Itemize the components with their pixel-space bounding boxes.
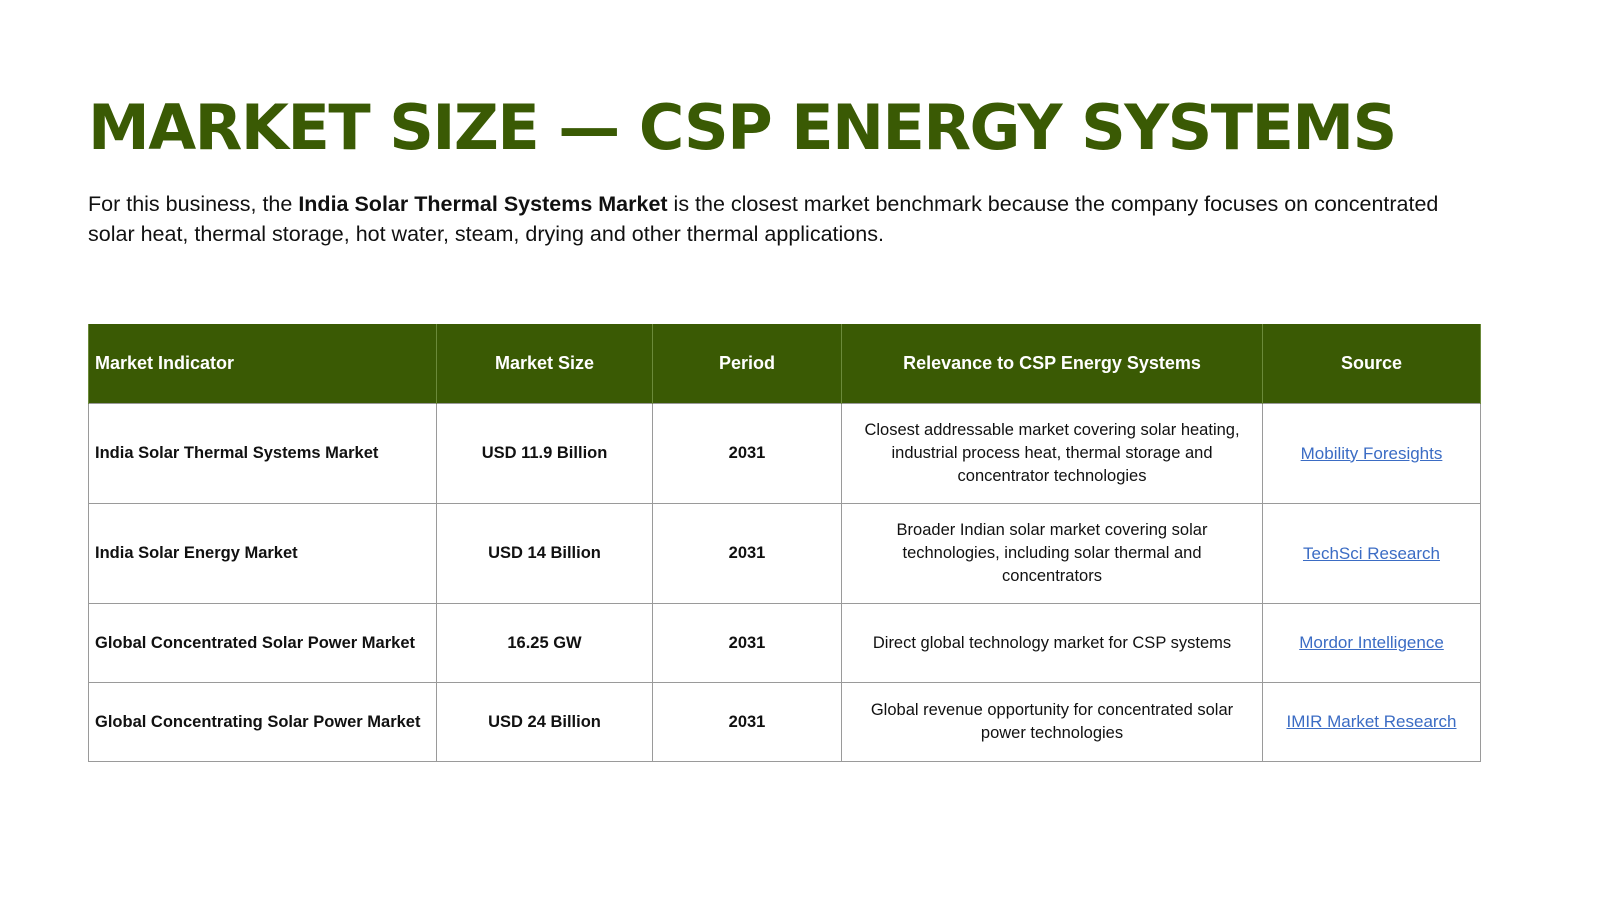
cell-source: [1263, 683, 1481, 762]
cell-market-size: USD 24 Billion: [437, 683, 653, 762]
cell-relevance: Closest addressable market covering solar heating, industrial process heat, thermal storage and concentrator technologies: [842, 404, 1263, 504]
table-row: [89, 404, 1481, 504]
header-market-indicator: Market Indicator: [89, 324, 437, 404]
cell-source: [1263, 504, 1481, 604]
cell-market-size: USD 11.9 Billion: [437, 404, 653, 504]
cell-indicator: India Solar Thermal Systems Market: [89, 404, 437, 504]
intro-text-after: is the closest market benchmark because the company focuses on concentrated solar heat, thermal storage, hot water, steam, drying and other thermal applications.: [88, 192, 1439, 246]
intro-text-bold: India Solar Thermal Systems Market: [298, 192, 668, 216]
source-link[interactable]: Mobility Foresights: [1300, 443, 1443, 463]
table-header-row: [89, 324, 1481, 404]
cell-indicator: India Solar Energy Market: [89, 504, 437, 604]
table-row: [89, 504, 1481, 604]
intro-text-before: For this business, the: [88, 192, 299, 216]
cell-period: 2031: [653, 604, 842, 683]
source-link[interactable]: IMIR Market Research: [1286, 712, 1457, 731]
cell-indicator: Global Concentrated Solar Power Market: [89, 604, 437, 683]
header-period: Period: [653, 324, 842, 404]
source-link[interactable]: Mordor Intelligence: [1299, 633, 1444, 652]
market-size-table: [88, 324, 1481, 762]
intro-paragraph: [88, 189, 1488, 249]
header-relevance: Relevance to CSP Energy Systems: [842, 324, 1263, 404]
source-link[interactable]: TechSci Research: [1302, 543, 1440, 563]
table-row: [89, 683, 1481, 762]
cell-source: [1263, 604, 1481, 683]
cell-market-size: 16.25 GW: [437, 604, 653, 683]
header-market-size: Market Size: [437, 324, 653, 404]
cell-relevance: Broader Indian solar market covering solar technologies, including solar thermal and concentrators: [842, 504, 1263, 604]
cell-source: [1263, 404, 1481, 504]
page-title: MARKET SIZE — CSP ENERGY SYSTEMS: [88, 91, 1396, 164]
cell-relevance: Direct global technology market for CSP systems: [842, 604, 1263, 683]
cell-relevance: Global revenue opportunity for concentrated solar power technologies: [842, 683, 1263, 762]
cell-period: 2031: [653, 504, 842, 604]
header-source: Source: [1263, 324, 1481, 404]
table-row: [89, 604, 1481, 683]
cell-market-size: USD 14 Billion: [437, 504, 653, 604]
cell-period: 2031: [653, 683, 842, 762]
cell-indicator: Global Concentrating Solar Power Market: [89, 683, 437, 762]
cell-period: 2031: [653, 404, 842, 504]
